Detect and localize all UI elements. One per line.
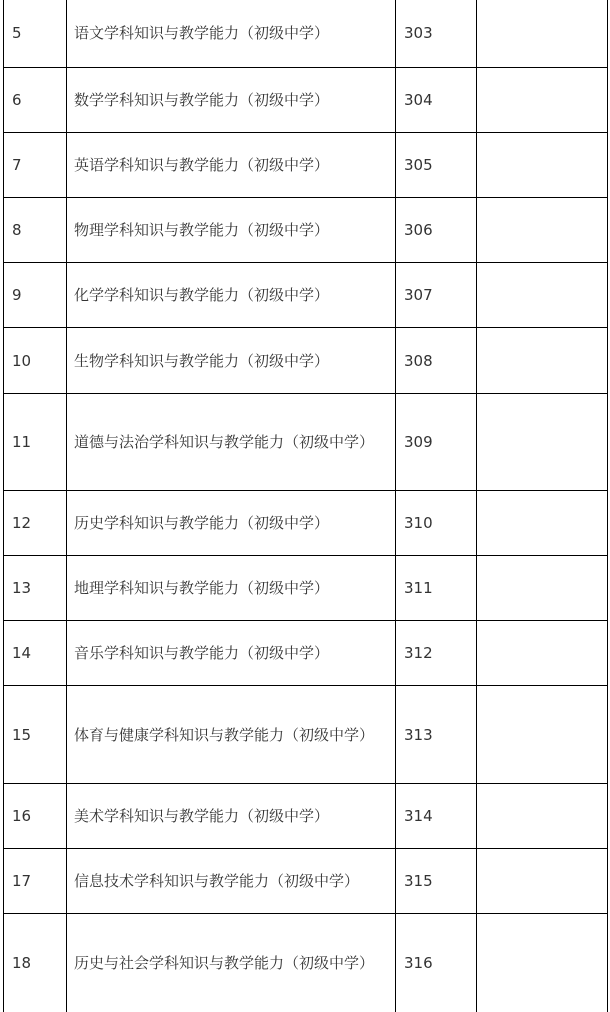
subject-name: 美术学科知识与教学能力（初级中学） (67, 783, 396, 848)
table-row (4, 198, 608, 263)
subject-name: 生物学科知识与教学能力（初级中学） (67, 328, 396, 393)
table-row (4, 328, 608, 393)
table-row (4, 686, 608, 783)
row-number: 11 (4, 393, 67, 490)
subject-code: 313 (396, 686, 477, 783)
subject-name: 物理学科知识与教学能力（初级中学） (67, 198, 396, 263)
row-number: 18 (4, 914, 67, 1012)
subject-name: 化学学科知识与教学能力（初级中学） (67, 263, 396, 328)
empty-cell (477, 328, 608, 393)
subject-code: 306 (396, 198, 477, 263)
subject-code: 314 (396, 783, 477, 848)
subject-code: 315 (396, 848, 477, 913)
table-row (4, 132, 608, 197)
subject-code: 309 (396, 393, 477, 490)
empty-cell (477, 621, 608, 686)
row-number: 5 (4, 0, 67, 67)
subject-name: 历史与社会学科知识与教学能力（初级中学） (67, 914, 396, 1012)
subject-name: 地理学科知识与教学能力（初级中学） (67, 556, 396, 621)
row-number: 6 (4, 67, 67, 132)
row-number: 9 (4, 263, 67, 328)
row-number: 17 (4, 848, 67, 913)
subject-name: 语文学科知识与教学能力（初级中学） (67, 0, 396, 67)
empty-cell (477, 914, 608, 1012)
subject-code: 304 (396, 67, 477, 132)
subject-code: 311 (396, 556, 477, 621)
table-row (4, 783, 608, 848)
table-row (4, 914, 608, 1012)
row-number: 16 (4, 783, 67, 848)
row-number: 13 (4, 556, 67, 621)
subject-name: 历史学科知识与教学能力（初级中学） (67, 490, 396, 555)
empty-cell (477, 686, 608, 783)
empty-cell (477, 556, 608, 621)
subject-code: 305 (396, 132, 477, 197)
empty-cell (477, 67, 608, 132)
table-row (4, 848, 608, 913)
row-number: 7 (4, 132, 67, 197)
empty-cell (477, 393, 608, 490)
row-number: 15 (4, 686, 67, 783)
empty-cell (477, 848, 608, 913)
row-number: 8 (4, 198, 67, 263)
empty-cell (477, 0, 608, 67)
table-row (4, 0, 608, 67)
subject-name: 道德与法治学科知识与教学能力（初级中学） (67, 393, 396, 490)
row-number: 12 (4, 490, 67, 555)
empty-cell (477, 783, 608, 848)
table-row (4, 556, 608, 621)
row-number: 14 (4, 621, 67, 686)
table-row (4, 490, 608, 555)
subject-name: 数学学科知识与教学能力（初级中学） (67, 67, 396, 132)
subject-code: 310 (396, 490, 477, 555)
empty-cell (477, 132, 608, 197)
row-number: 10 (4, 328, 67, 393)
subject-code: 307 (396, 263, 477, 328)
table-row (4, 67, 608, 132)
subject-name: 英语学科知识与教学能力（初级中学） (67, 132, 396, 197)
empty-cell (477, 490, 608, 555)
subject-code: 308 (396, 328, 477, 393)
exam-subject-table (3, 0, 608, 1012)
subject-code: 312 (396, 621, 477, 686)
subject-code: 303 (396, 0, 477, 67)
subject-code: 316 (396, 914, 477, 1012)
empty-cell (477, 263, 608, 328)
subject-name: 信息技术学科知识与教学能力（初级中学） (67, 848, 396, 913)
table-row (4, 621, 608, 686)
empty-cell (477, 198, 608, 263)
table-row (4, 393, 608, 490)
table-row (4, 263, 608, 328)
subject-name: 体育与健康学科知识与教学能力（初级中学） (67, 686, 396, 783)
subject-name: 音乐学科知识与教学能力（初级中学） (67, 621, 396, 686)
